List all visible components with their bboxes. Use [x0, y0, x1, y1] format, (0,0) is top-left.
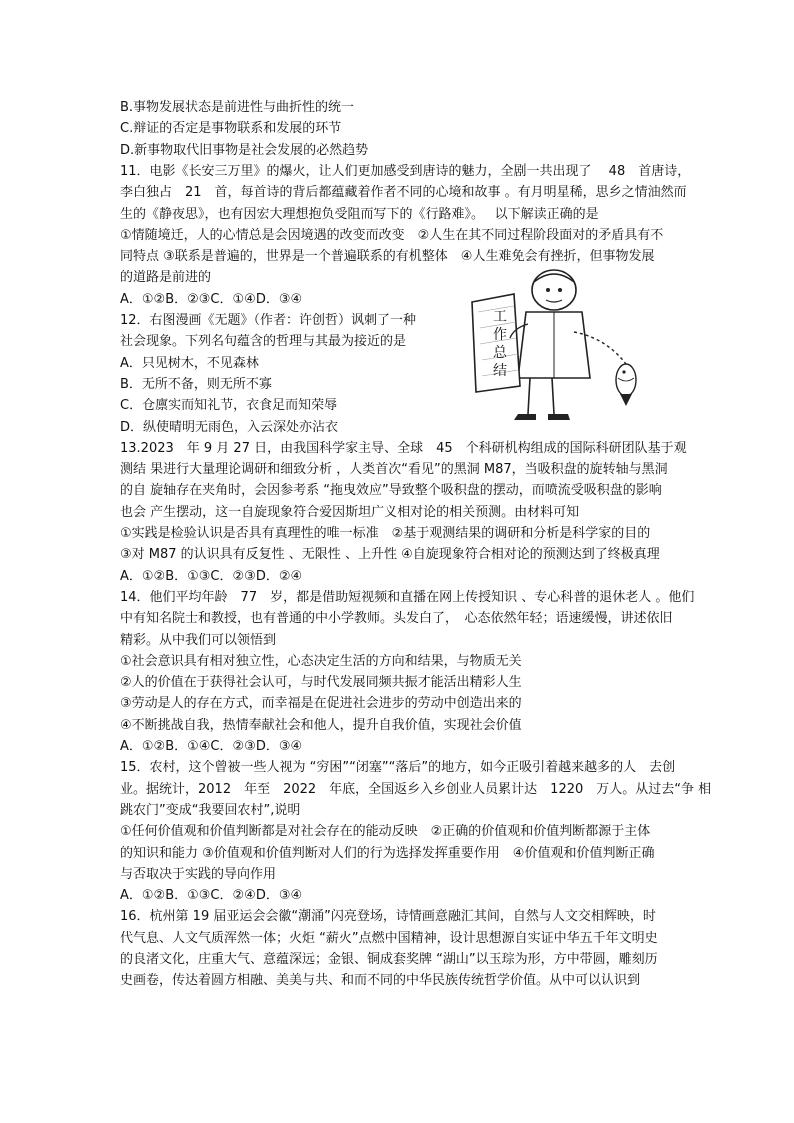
- cartoon-untitled: [456, 268, 646, 426]
- text-line: ④不断挑战自我，热情奉献社会和他人，提升自我价值，实现社会价值: [120, 717, 522, 733]
- text-line: D.新事物取代旧事物是社会发展的必然趋势: [120, 142, 369, 158]
- sign-char: 总: [493, 345, 507, 361]
- text-line: 的道路是前进的: [120, 270, 212, 286]
- text-line: A．①②B．①③C．②④D．③④: [120, 888, 303, 904]
- text-line: 的自 旋轴存在夹角时，会因参考系 “拖曳效应”导致整个吸积盘的摆动，而喷流受吸积盘的影响: [120, 483, 662, 499]
- text-line: 15．农村，这个曾被一些人视为 “穷困”“闭塞”“落后”的地方，如今正吸引着越来越多的人 去创: [120, 760, 676, 776]
- text-line: ③劳动是人的存在方式，而幸福是在促进社会进步的劳动中创造出来的: [120, 696, 522, 712]
- sign-char: 作: [493, 327, 507, 343]
- text-line: 的知识和能力 ③价值观和价值判断对人们的行为选择发挥重要作用 ④价值观和价值判断正确: [120, 845, 655, 861]
- text-line: 的良渚文化，庄重大气、意蕴深远；金银、铜成套奖牌 “湖山”以玉琮为形，方中带圆，雕刻历: [120, 952, 658, 967]
- text-line: B.事物发展状态是前进性与曲折性的统一: [120, 100, 355, 115]
- text-line: 14．他们平均年龄 77 岁，都是借助短视频和直播在网上传授知识 、专心科普的退休老人 。他们: [120, 589, 695, 605]
- text-line: A．只见树木，不见森林: [120, 355, 259, 371]
- text-line: 李白独占 21 首，每首诗的背后都蕴藏着作者不同的心境和故事 。有月明星稀，思乡之情油然而: [120, 185, 687, 201]
- text-line: A．①②B．②③C．①④D．③④: [120, 291, 303, 307]
- text-line: 同特点 ③联系是普遍的，世界是一个普遍联系的有机整体 ④人生难免会有挫折，但事物发展: [120, 249, 655, 265]
- text-line: 跳农门”变成“我要回农村”,说明: [120, 802, 301, 818]
- text-line: C．仓廪实而知礼节，衣食足而知荣辱: [120, 398, 338, 414]
- text-line: ①社会意识具有相对独立性，心态决定生活的方向和结果，与物质无关: [120, 653, 522, 669]
- text-line: 与否取决于实践的导向作用: [120, 866, 277, 882]
- text-line: 测结 果进行大量理论调研和细致分析 ，人类首次“看见”的黑洞 M87，当吸积盘的旋转轴与黑洞: [120, 462, 668, 478]
- sign-char: 结: [493, 363, 507, 379]
- text-line: 也会 产生摆动，这一自旋现象符合爱因斯坦广义相对论的相关预测。由材料可知: [120, 504, 580, 520]
- text-line: ②人的价值在于获得社会认可，与时代发展同频共振才能活出精彩人生: [120, 675, 522, 691]
- text-line: A．①②B．①③C．②③D．②④: [120, 568, 303, 584]
- text-line: 精彩。从中我们可以领悟到: [120, 632, 277, 648]
- text-line: C.辩证的否定是事物联系和发展的环节: [120, 121, 342, 137]
- text-line: ①实践是检验认识是否具有真理性的唯一标准 ②基于观测结果的调研和分析是科学家的目的: [120, 526, 651, 541]
- text-line: 生的《静夜思》，也有因宏大理想抱负受阻而写下的《行路难》。 以下解读正确的是: [120, 206, 599, 222]
- text-line: A．①②B．①④C．②③D．③④: [120, 739, 303, 754]
- text-line: 16．杭州第 19 届亚运会会徽“潮涌”闪亮登场，诗情画意融汇其间，自然与人文交相辉映，时: [120, 909, 656, 925]
- text-line: ①任何价值观和价值判断都是对社会存在的能动反映 ②正确的价值观和价值判断都源于主体: [120, 824, 651, 840]
- text-line: 史画卷，传达着圆方相融、美美与共、和而不同的中华民族传统哲学价值。从中可以认识到: [120, 973, 641, 989]
- cartoon-sign: [482, 308, 518, 380]
- text-line: D．纵使晴明无雨色，入云深处亦沾衣: [120, 419, 339, 435]
- text-line: 社会现象。下列名句蕴含的哲理与其最为接近的是: [120, 334, 407, 350]
- text-line: 中有知名院士和教授，也有普通的中小学教师。头发白了， 心态依然年轻；语速缓慢，讲述依旧: [120, 611, 673, 627]
- text-line: 业。据统计，2012 年至 2022 年底，全国返乡入乡创业人员累计达 1220 万人。从过去“争 相: [120, 781, 712, 797]
- text-line: 13.2023 年 9 月 27 日，由我国科学家主导、全球 45 个科研机构组成的国际科研团队基于观: [120, 440, 687, 456]
- sign-char: 工: [493, 309, 507, 325]
- text-line: 11．电影《长安三万里》的爆火，让人们更加感受到唐诗的魅力，全剧一共出现了 48 首唐诗，: [120, 163, 691, 179]
- text-line: ①情随境迁，人的心情总是会因境遇的改变而改变 ②人生在其不同过程阶段面对的矛盾具有不: [120, 227, 664, 243]
- text-line: 代气息、人文气质浑然一体；火炬 “薪火”点燃中国精神，设计思想源自实证中华五千年文明史: [120, 930, 658, 946]
- text-line: 12．右图漫画《无题》（作者：许创哲）讽刺了一种: [120, 313, 417, 328]
- text-line: ③对 M87 的认识具有反复性 、无限性 、上升性 ④自旋现象符合相对论的预测达到了终极真理: [120, 547, 660, 563]
- text-line: B．无所不备，则无所不寡: [120, 376, 272, 392]
